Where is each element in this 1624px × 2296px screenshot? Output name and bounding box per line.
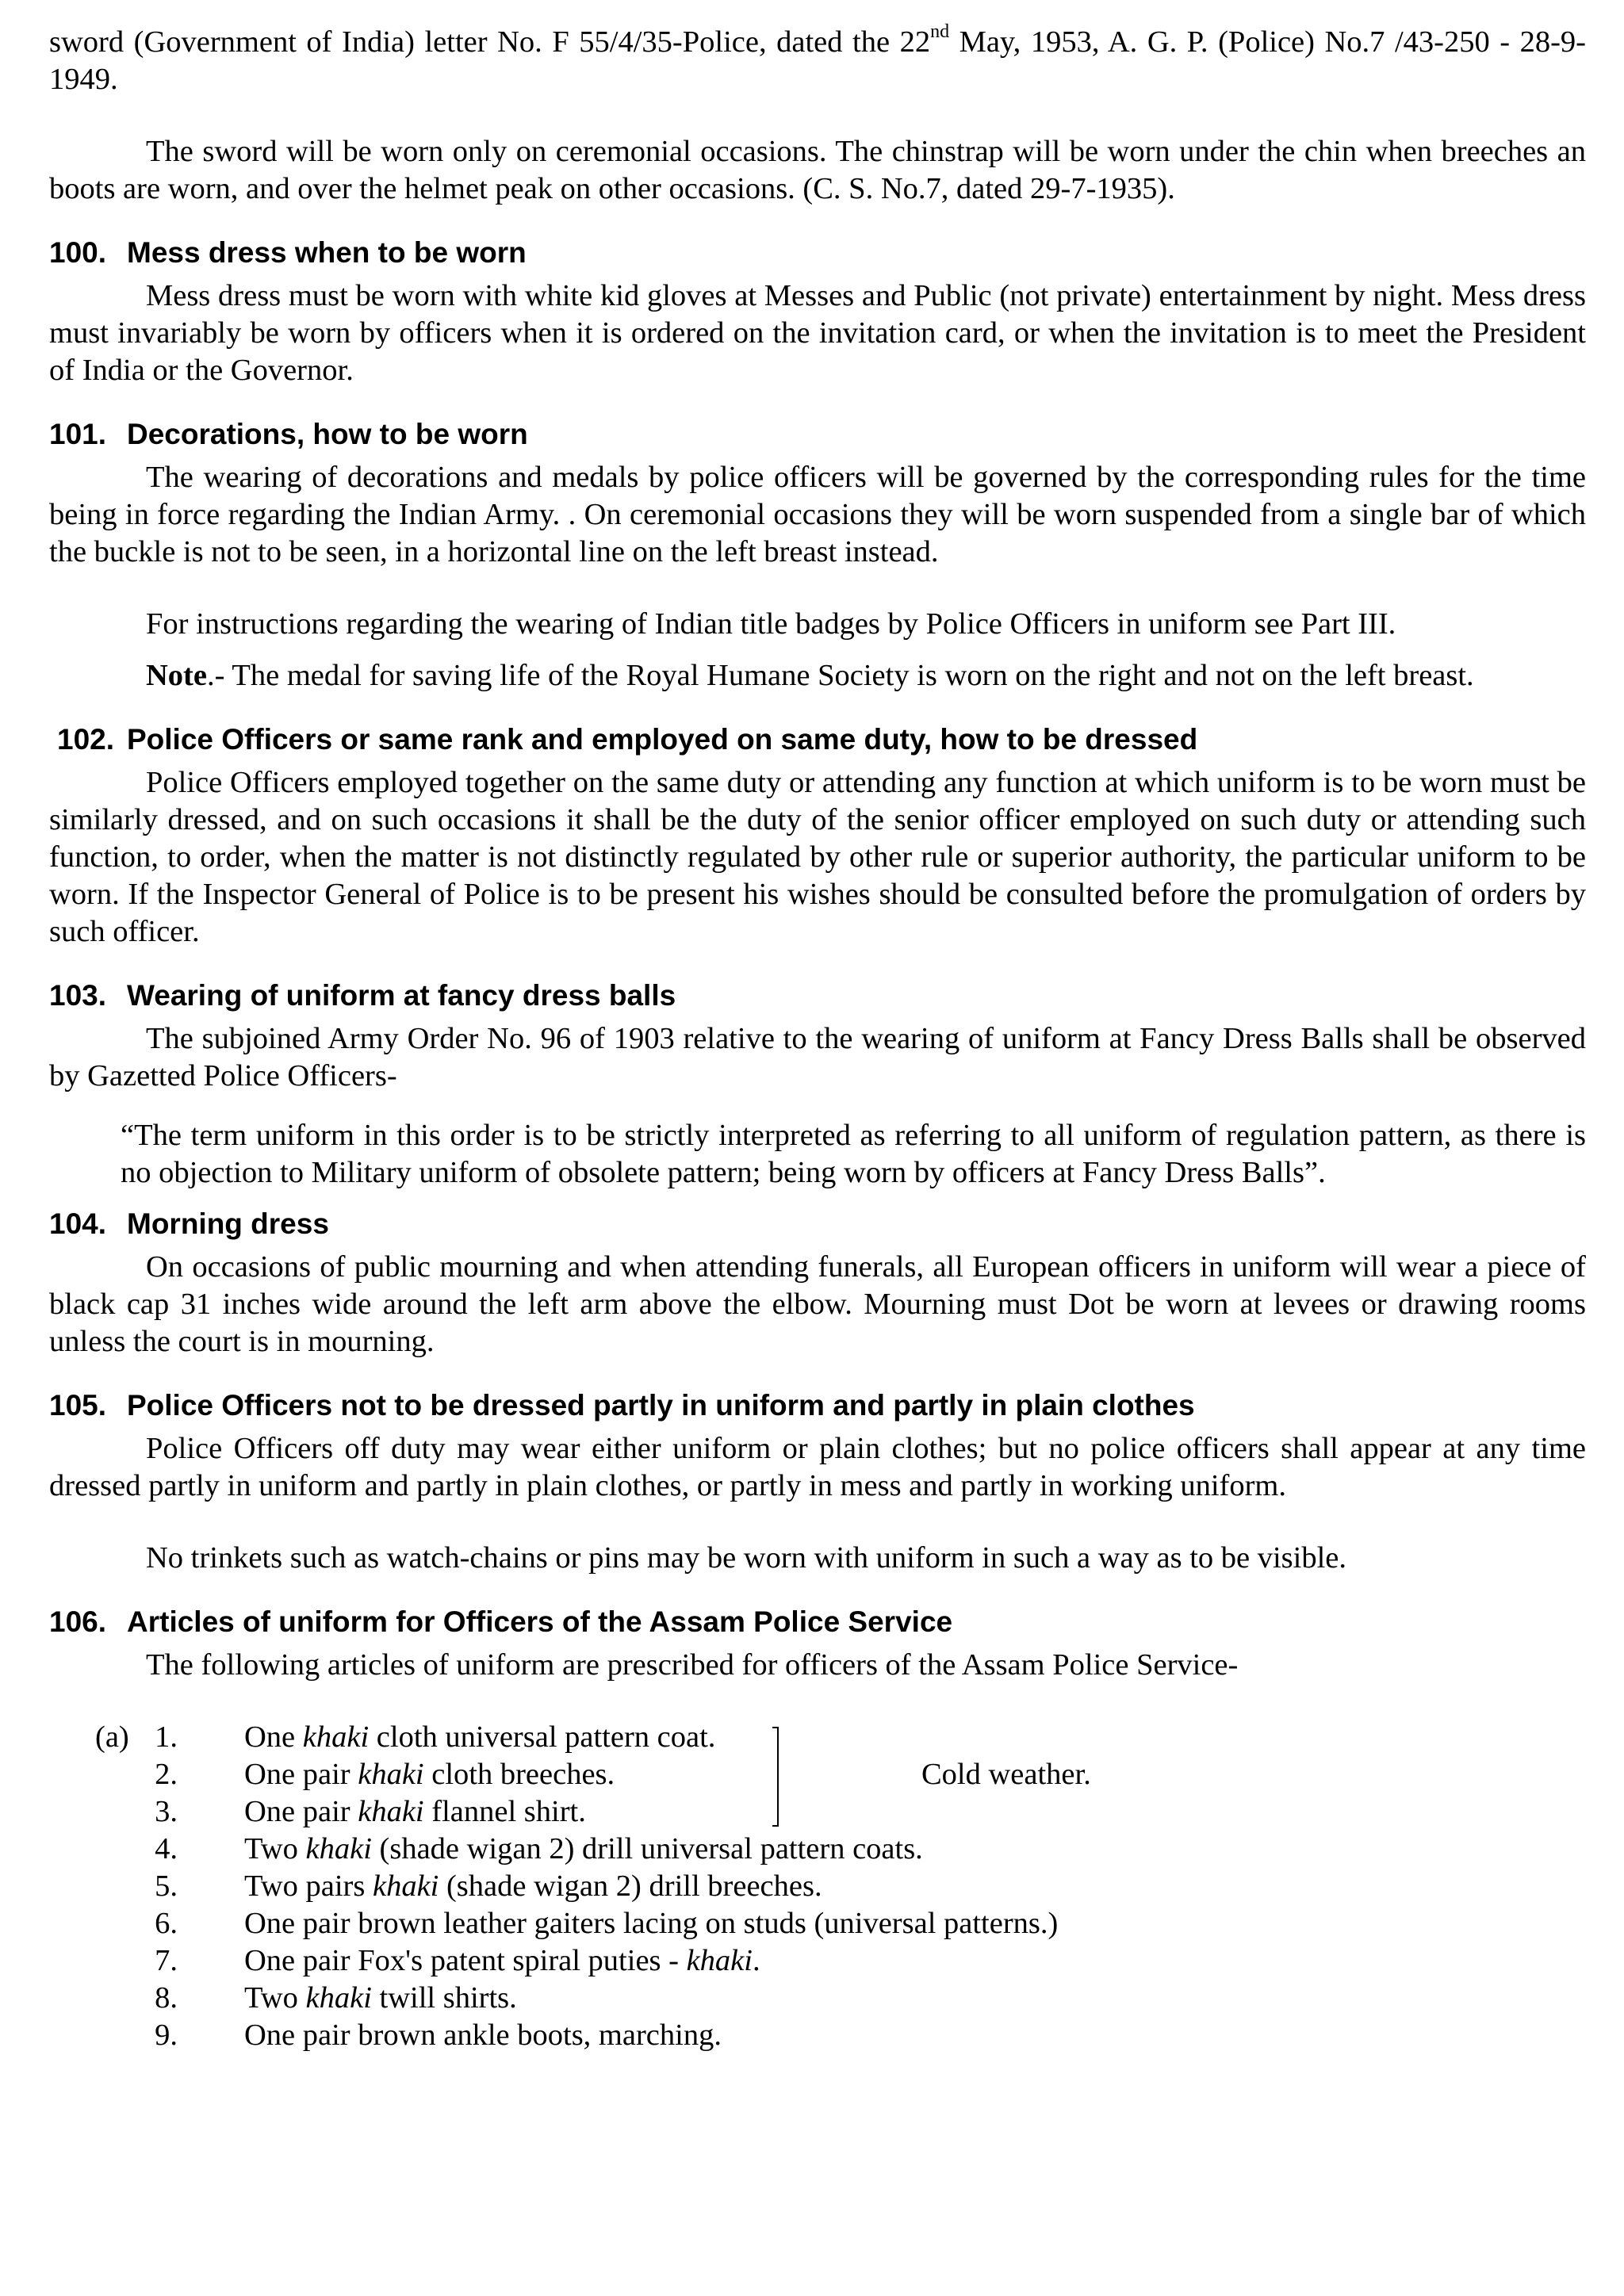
- list-item-number: 2.: [155, 1758, 178, 1791]
- section-title: Police Officers not to be dressed partly in uniform and partly in plain clothes: [127, 1389, 1195, 1422]
- list-item-text-part: twill shirts.: [371, 1981, 517, 2015]
- section-heading-103: [49, 978, 1586, 1014]
- list-item-text-part: cloth breeches.: [423, 1758, 615, 1791]
- superscript-nd: nd: [930, 21, 950, 43]
- section-number: 104.: [49, 1207, 107, 1240]
- list-item-number: 7.: [155, 1944, 178, 1977]
- section-number: 101.: [49, 418, 107, 450]
- section-106-paragraph: The following articles of uniform are prescribed for officers of the Assam Police Service-: [146, 1648, 1239, 1682]
- section-number: 102.: [57, 723, 115, 756]
- list-item-text-part: Two: [244, 1832, 306, 1866]
- list-item-number: 9.: [155, 2019, 178, 2052]
- document-page: [49, 21, 1586, 2068]
- list-item-text: [244, 1905, 1058, 1942]
- list-item-number: 4.: [155, 1832, 178, 1866]
- note-text: .- The medal for saving life of the Royal Humane Society is worn on the right and not on the left breast.: [206, 659, 1474, 692]
- list-item-text-part: One pair: [244, 1795, 358, 1828]
- intro-paragraph: [49, 21, 1586, 98]
- section-105-paragraph: Police Officers off duty may wear either uniform or plain clothes; but no police officers shall appear at any time dressed partly in uniform and partly in plain clothes, or partly in mess and partly in working uniform.: [49, 1432, 1586, 1502]
- uniform-articles-list: [49, 1719, 1586, 2068]
- list-item-italic-word: khaki: [358, 1758, 424, 1791]
- list-item-text-part: One pair: [244, 1758, 358, 1791]
- list-item-text: [244, 1868, 822, 1905]
- list-label: (a): [95, 1720, 129, 1754]
- army-order-quote: “The term uniform in this order is to be strictly interpreted as referring to all uniform of regulation pattern, as there is no objection to Military uniform of obsolete pattern; being worn by officers at Fancy Dress Balls”.: [121, 1119, 1586, 1189]
- list-item-text: [244, 1719, 715, 1756]
- list-item-text-part: .: [752, 1944, 760, 1977]
- section-heading-106: [49, 1604, 1586, 1640]
- cold-weather-brace: [777, 1728, 783, 1825]
- list-item-text: [244, 1942, 760, 1980]
- section-heading-104: [49, 1206, 1586, 1242]
- list-item-text-part: Two pairs: [244, 1869, 373, 1903]
- list-item-number: 1.: [155, 1720, 178, 1754]
- list-item-text: [244, 1980, 517, 2017]
- sword-paragraph: The sword will be worn only on ceremonial occasions. The chinstrap will be worn under the chin when breeches an boots are worn, and over the helmet peak on other occasions. (C. S. No.7, dated 29-7-1935).: [49, 135, 1586, 205]
- list-item-italic-word: khaki: [686, 1944, 753, 1977]
- cold-weather-label: Cold weather.: [921, 1758, 1091, 1791]
- section-title: Mess dress when to be worn: [127, 236, 527, 269]
- list-item-number: 3.: [155, 1795, 178, 1828]
- section-heading-101: [49, 416, 1586, 453]
- section-101-note: [49, 657, 1586, 695]
- list-item-text-part: One: [244, 1720, 303, 1754]
- list-item-text-part: One pair Fox's patent spiral puties -: [244, 1944, 687, 1977]
- section-101-paragraph: The wearing of decorations and medals by police officers will be governed by the corresponding rules for the time being in force regarding the Indian Army. . On ceremonial occasions they will be worn suspended from a single bar of which the buckle is not to be seen, in a horizontal line on the left breast instead.: [49, 461, 1586, 568]
- list-item-text: [244, 2017, 722, 2054]
- section-title: Decorations, how to be worn: [127, 418, 528, 450]
- list-item-text-part: (shade wigan 2) drill universal pattern coats.: [371, 1832, 923, 1866]
- section-title: Articles of uniform for Officers of the Assam Police Service: [127, 1605, 953, 1638]
- section-103-paragraph: The subjoined Army Order No. 96 of 1903 relative to the wearing of uniform at Fancy Dress Balls shall be observed by Gazetted Police Officers-: [49, 1022, 1586, 1093]
- section-number: 105.: [49, 1389, 107, 1422]
- section-heading-100: [49, 235, 1586, 271]
- section-title: Morning dress: [127, 1207, 329, 1240]
- list-item-number: 5.: [155, 1869, 178, 1903]
- list-item-italic-word: khaki: [305, 1981, 372, 2015]
- section-102-paragraph: Police Officers employed together on the same duty or attending any function at which uniform is to be worn must be similarly dressed, and on such occasions it shall be the duty of the senior officer employed on such duty or attending such function, to order, when the matter is not distinctly regulated by other rule or superior authority, the particular uniform to be worn. If the Inspector General of Police is to be present his wishes should be consulted before the promulgation of orders by such officer.: [49, 766, 1586, 948]
- section-number: 103.: [49, 979, 107, 1012]
- list-item-text: [244, 1793, 586, 1831]
- intro-text-cont: May, 1953, A. G. P. (Police) No.7 /43-250 - 28-9-1949.: [49, 25, 1586, 96]
- list-item-number: 6.: [155, 1907, 178, 1940]
- section-105-paragraph-2: No trinkets such as watch-chains or pins may be worn with uniform in such a way as to be visible.: [146, 1541, 1347, 1575]
- list-item-number: 8.: [155, 1981, 178, 2015]
- section-title: Wearing of uniform at fancy dress balls: [127, 979, 676, 1012]
- list-item-text-part: One pair brown leather gaiters lacing on studs (universal patterns.): [244, 1907, 1059, 1940]
- list-item-text: [244, 1756, 615, 1793]
- list-item-italic-word: khaki: [372, 1869, 439, 1903]
- note-label: Note: [146, 659, 207, 692]
- list-item-italic-word: khaki: [302, 1720, 370, 1754]
- list-item-text-part: cloth universal pattern coat.: [369, 1720, 716, 1754]
- list-item-text-part: Two: [244, 1981, 306, 2015]
- section-100-paragraph: Mess dress must be worn with white kid gloves at Messes and Public (not private) entertainment by night. Mess dress must invariably be worn by officers when it is ordered on the invitation card, or when the invitation is to meet the President of India or the Governor.: [49, 279, 1586, 387]
- section-104-paragraph: On occasions of public mourning and when attending funerals, all European officers in uniform will wear a piece of black cap 31 inches wide around the left arm above the elbow. Mourning must Dot be worn at levees or drawing rooms unless the court is in mourning.: [49, 1250, 1586, 1358]
- section-heading-102: [49, 721, 1586, 758]
- list-item-italic-word: khaki: [358, 1795, 424, 1828]
- intro-text: sword (Government of India) letter No. F 55/4/35-Police, dated the 22: [49, 25, 931, 59]
- section-heading-105: [49, 1387, 1586, 1424]
- list-item-text-part: (shade wigan 2) drill breeches.: [439, 1869, 822, 1903]
- list-item-italic-word: khaki: [305, 1832, 372, 1866]
- list-item-text: [244, 1831, 923, 1868]
- section-number: 100.: [49, 236, 107, 269]
- list-item-text-part: One pair brown ankle boots, marching.: [244, 2019, 722, 2052]
- list-item-text-part: flannel shirt.: [423, 1795, 586, 1828]
- section-101-paragraph-2: For instructions regarding the wearing of Indian title badges by Police Officers in uniform see Part III.: [146, 607, 1396, 641]
- section-title: Police Officers or same rank and employed on same duty, how to be dressed: [127, 723, 1198, 756]
- section-number: 106.: [49, 1605, 107, 1638]
